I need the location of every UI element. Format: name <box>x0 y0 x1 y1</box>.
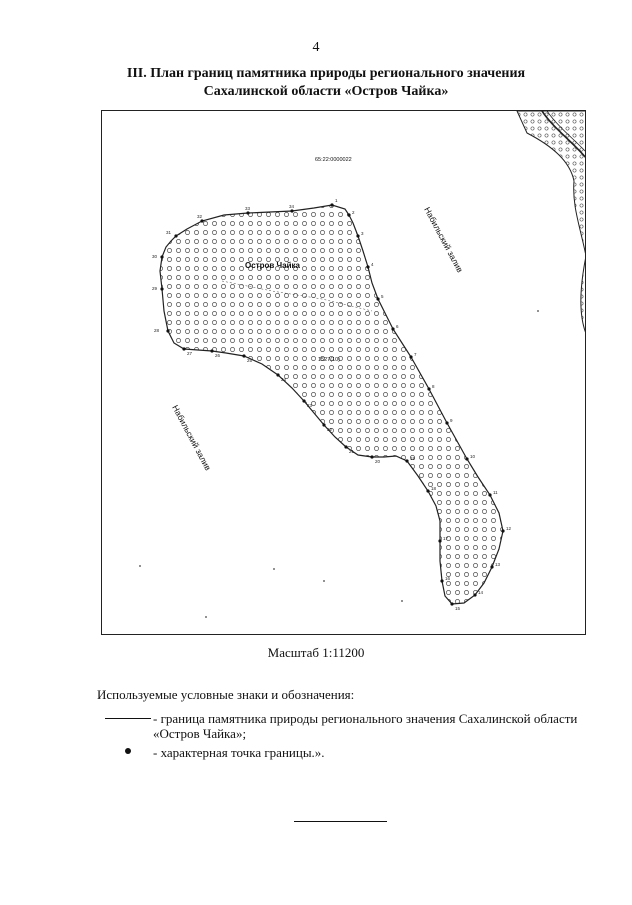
point-label: 30 <box>152 254 158 259</box>
point-label: 15 <box>455 606 461 611</box>
boundary-map <box>102 111 586 635</box>
point-label: 27 <box>187 351 193 356</box>
point-label: 7 <box>414 352 417 357</box>
point-label: 29 <box>152 286 158 291</box>
legend-point-text: - характерная точка границы.». <box>153 745 325 760</box>
point-label: 21 <box>349 449 355 454</box>
point-label: 26 <box>215 353 221 358</box>
page-number: 4 <box>312 40 320 55</box>
point-label: 23 <box>307 403 313 408</box>
point-label: 34 <box>289 204 295 209</box>
point-label: 25 <box>247 358 253 363</box>
legend-point-symbol <box>125 748 131 754</box>
title-line-1: III. План границ памятника природы регионального значения <box>126 66 526 81</box>
footer-rule <box>294 821 387 822</box>
point-label: 22 <box>327 427 333 432</box>
page-title <box>40 65 612 101</box>
point-label: 5 <box>381 294 384 299</box>
point-label: 31 <box>166 230 172 235</box>
legend-title: Используемые условные знаки и обозначения: <box>97 687 355 702</box>
legend-boundary-text: - граница памятника природы регионального значения Сахалинской области «Остров Чайка»; <box>153 711 578 741</box>
point-label: 9 <box>450 418 453 423</box>
point-label: 12 <box>506 526 512 531</box>
point-label: 3 <box>361 231 364 236</box>
parcel-number-label: 1527(10) <box>318 357 341 363</box>
coast-land-ne <box>517 111 586 336</box>
point-label: 14 <box>478 590 484 595</box>
title-line-2: Сахалинской области «Остров Чайка» <box>203 84 449 99</box>
point-label: 11 <box>493 490 498 495</box>
point-label: 20 <box>375 459 381 464</box>
point-label: 8 <box>432 384 435 389</box>
point-label: 28 <box>154 328 160 333</box>
legend-boundary-line-symbol <box>105 718 151 719</box>
point-label: 10 <box>470 454 476 459</box>
map-scale: Масштаб 1:11200 <box>267 645 365 660</box>
point-label: 1 <box>335 198 338 203</box>
point-label: 4 <box>371 262 374 267</box>
map-frame <box>101 110 586 635</box>
point-label: 2 <box>352 210 355 215</box>
point-label: 6 <box>396 324 399 329</box>
island-name-label: Остров Чайка <box>245 261 300 270</box>
point-label: 16 <box>445 576 451 581</box>
water-label-ne: Набильский залив <box>422 205 466 274</box>
point-label: 19 <box>410 456 416 461</box>
point-label: 32 <box>197 214 203 219</box>
point-label: 18 <box>431 486 437 491</box>
water-label-sw: Набильский залив <box>170 403 214 472</box>
point-label: 24 <box>281 377 287 382</box>
point-label: 33 <box>245 206 251 211</box>
cadastral-block-label: 65:22:0000022 <box>315 157 352 163</box>
point-label: 13 <box>495 562 501 567</box>
point-label: 17 <box>443 536 449 541</box>
